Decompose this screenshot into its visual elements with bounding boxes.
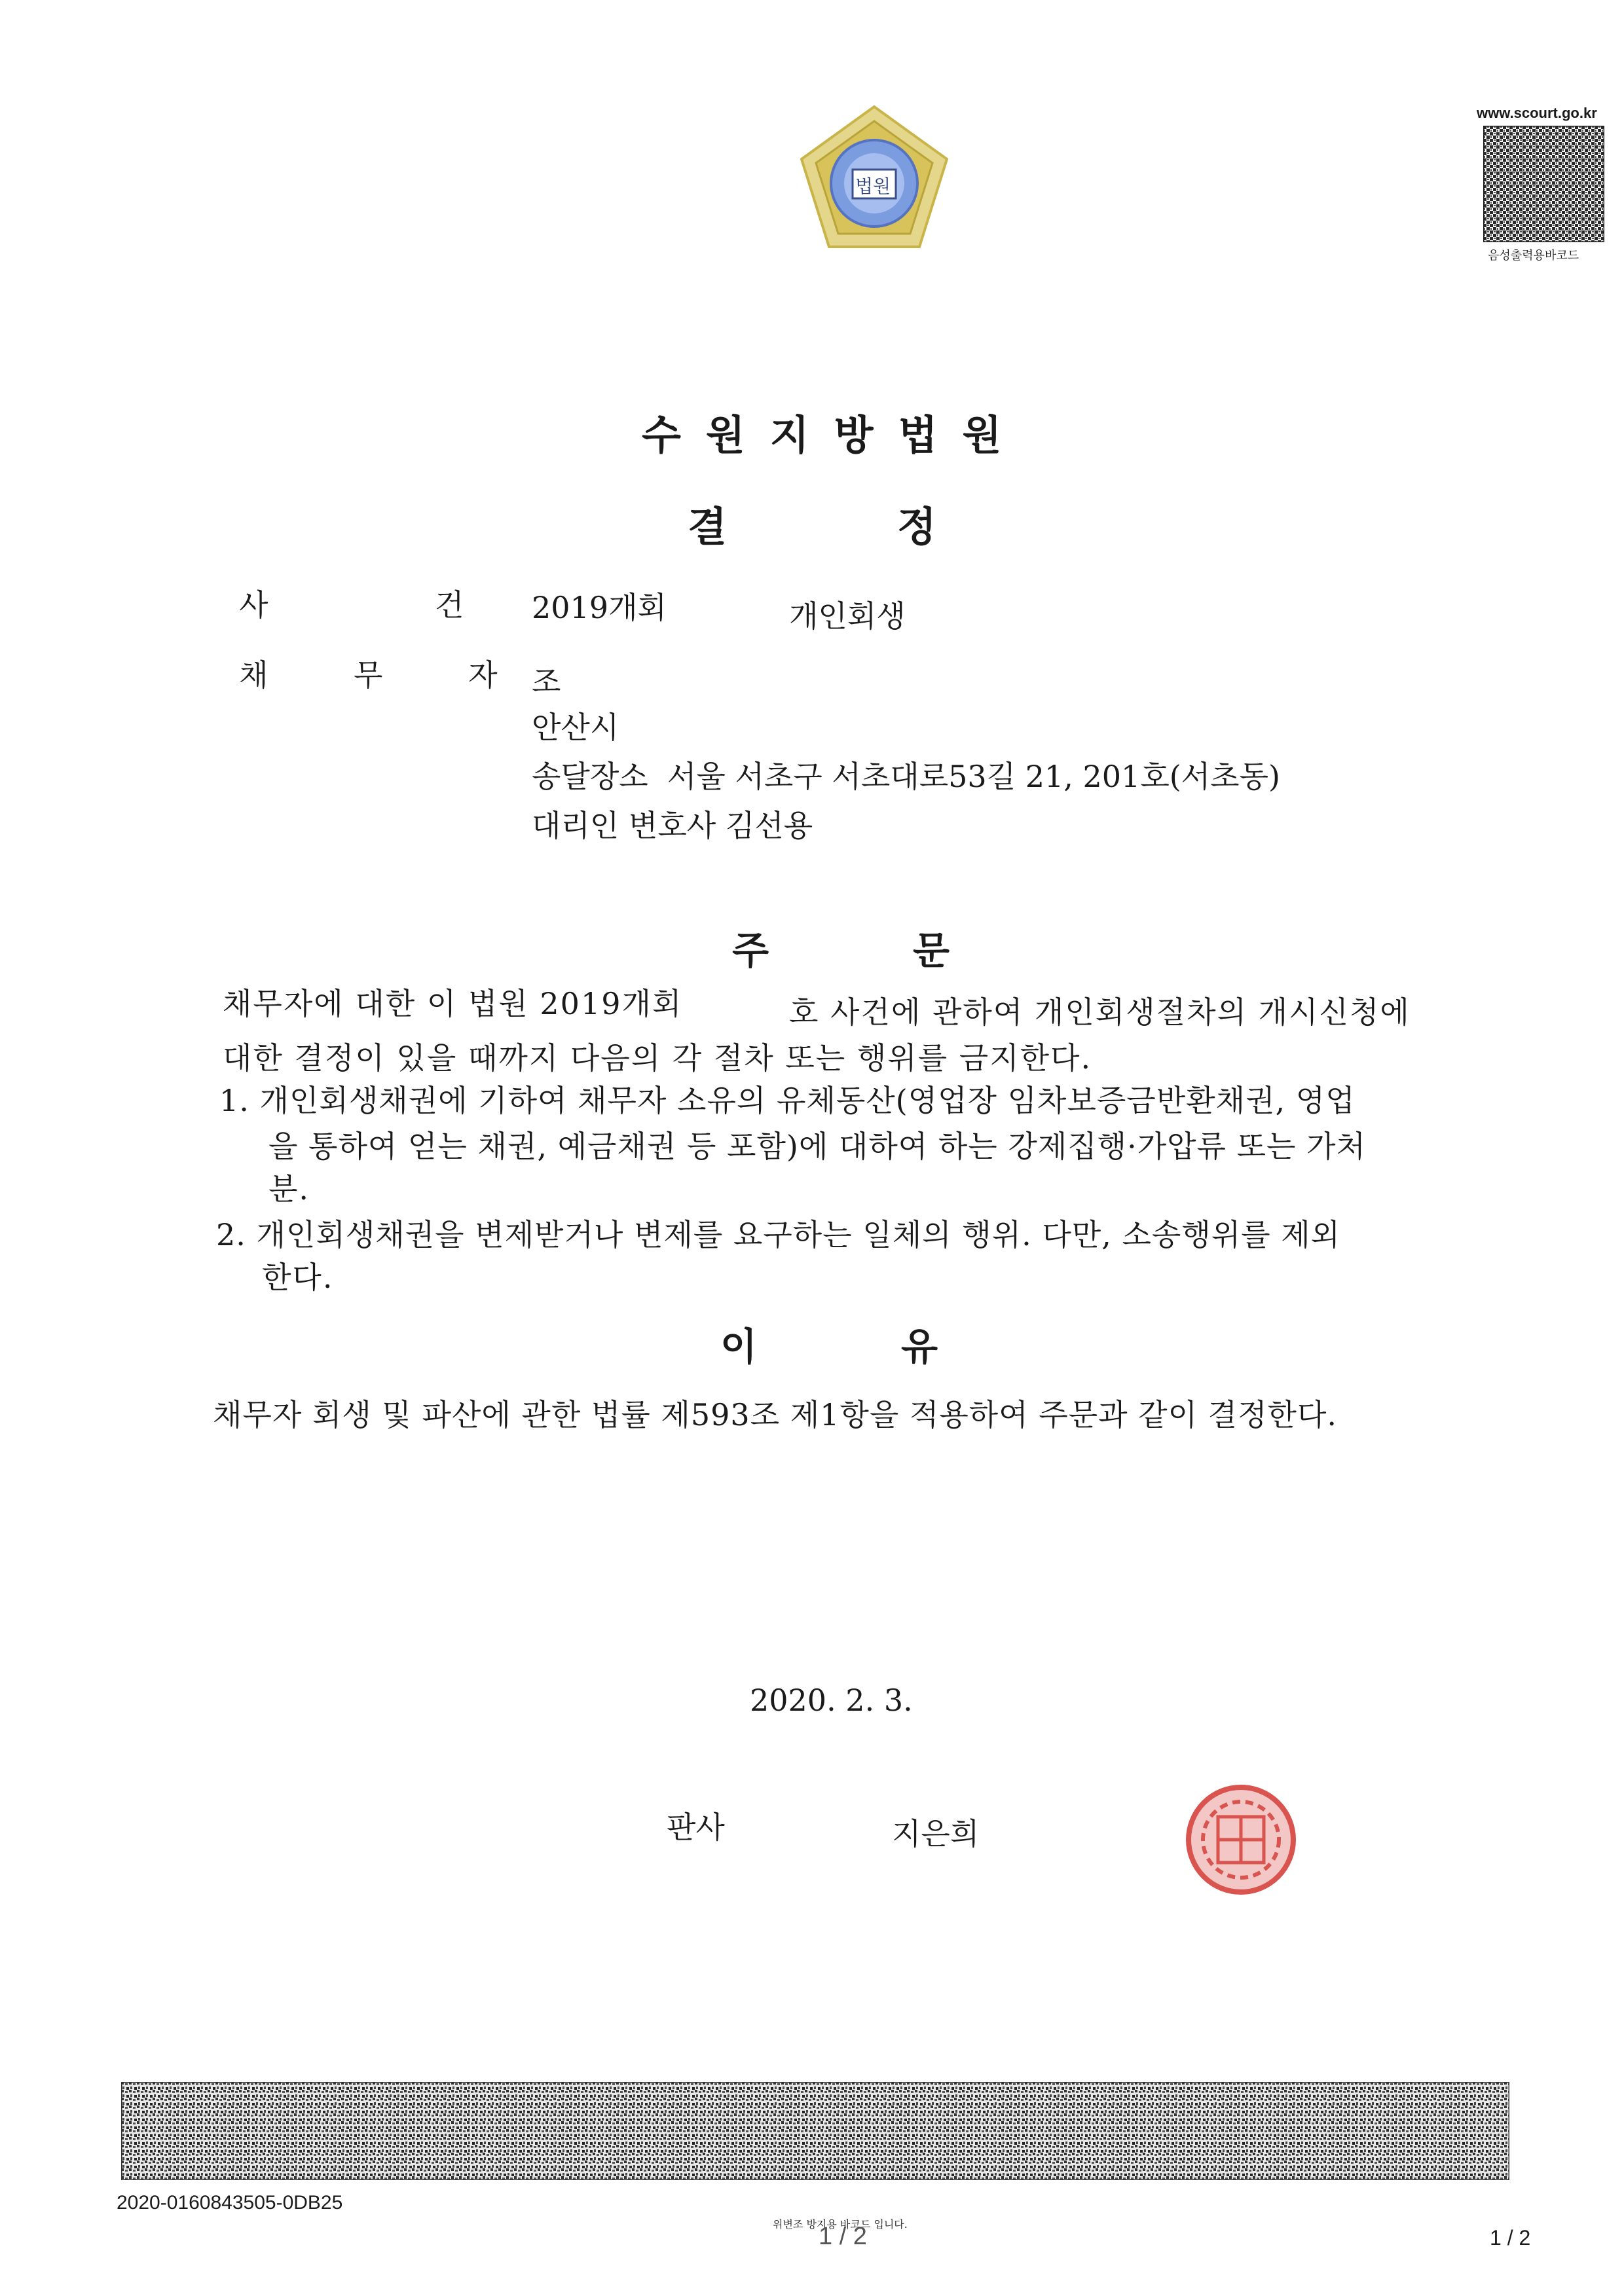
reason-heading: 이유 [720, 1324, 1082, 1369]
order-intro-2: 대한 결정이 있을 때까지 다음의 각 절차 또는 행위를 금지한다. [223, 1040, 1092, 1076]
debtor-city: 안산시 [532, 710, 619, 745]
order-item2-line1: 2. 개인회생채권을 변제받거나 변제를 요구하는 일체의 행위. 다만, 소송행위를 제외 [216, 1217, 1341, 1252]
order-item1-line2: 을 통하여 얻는 채권, 예금채권 등 포함)에 대하여 하는 강제집행·가압류 또는 가처 [268, 1129, 1366, 1164]
page-number-right: 1 / 2 [1490, 2226, 1531, 2250]
case-number: 2019개회 [532, 590, 667, 625]
reason-text: 채무자 회생 및 파산에 관한 법률 제593조 제1항을 적용하여 주문과 같이 결정한다. [213, 1397, 1338, 1432]
barcode-note: 위변조 방지용 바코드 입니다. [773, 2218, 908, 2231]
document-id: 2020-0160843505-0DB25 [117, 2192, 343, 2214]
decision-title: 결정 [688, 503, 1107, 551]
qr-caption: 음성출력용바코드 [1488, 249, 1579, 263]
case-label: 사 건 [239, 587, 543, 623]
order-heading: 주문 [732, 928, 1094, 973]
page-number-center: 1 / 2 [819, 2223, 867, 2250]
decision-date: 2020. 2. 3. [750, 1683, 913, 1718]
order-intro-1a: 채무자에 대한 이 법원 2019개회 [223, 986, 683, 1021]
debtor-name: 조 [532, 664, 561, 699]
order-item1-line3: 분. [268, 1171, 310, 1207]
court-name: 수원지방법원 [642, 411, 1027, 459]
debtor-label: 채 무 자 [239, 657, 536, 693]
judge-title: 판사 [667, 1810, 725, 1845]
judge-seal [1182, 1781, 1300, 1899]
order-item1-line1: 1. 개인회생채권에 기하여 채무자 소유의 유체동산(영업장 임차보증금반환채권, 영업 [219, 1083, 1356, 1118]
anti-forgery-barcode [121, 2082, 1509, 2180]
qr-code [1483, 126, 1604, 242]
emblem-text: 법원 [855, 175, 891, 197]
court-emblem [792, 101, 956, 259]
order-intro-1b: 호 사건에 관하여 개인회생절차의 개시신청에 [789, 994, 1411, 1030]
service-address: 송달장소 서울 서초구 서초대로53길 21, 201호(서초동) [532, 759, 1280, 794]
case-type: 개인회생 [789, 598, 906, 634]
judge-name: 지은희 [892, 1816, 980, 1851]
qr-url: www.scourt.go.kr [1477, 105, 1597, 121]
order-item2-line2: 한다. [262, 1260, 334, 1295]
attorney: 대리인 변호사 김선용 [532, 808, 813, 843]
